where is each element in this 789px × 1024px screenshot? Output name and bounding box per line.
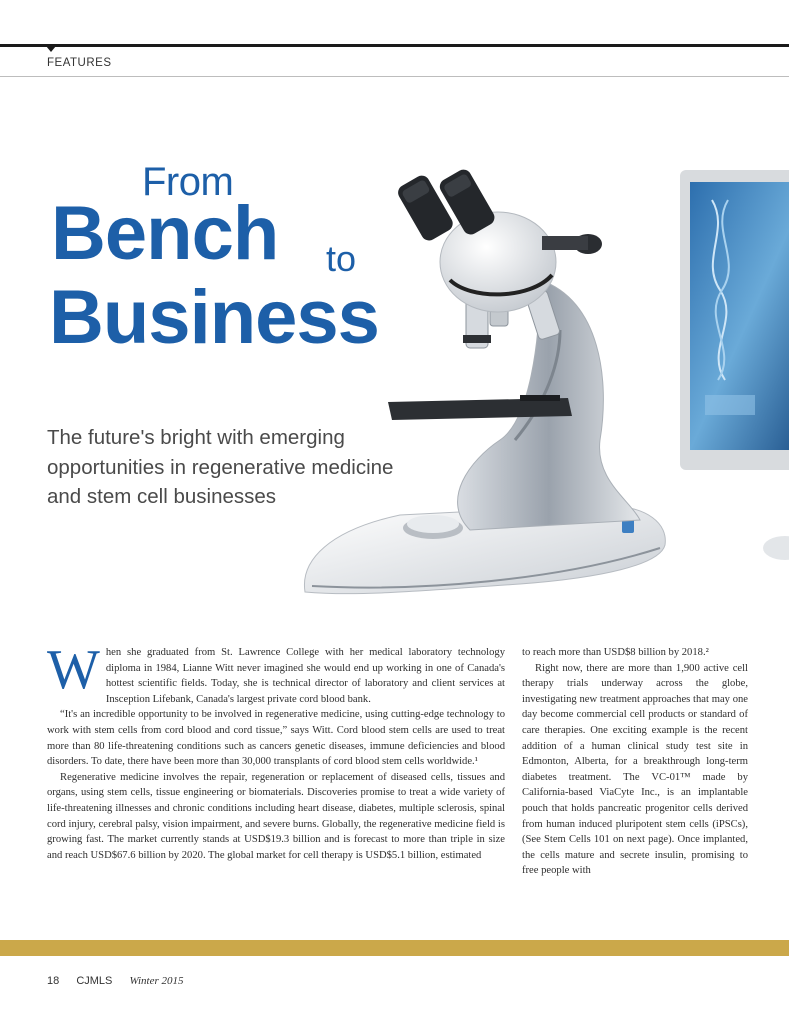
- title-business: Business: [49, 275, 379, 360]
- issue-label: Winter 2015: [129, 975, 184, 987]
- article-paragraph: to reach more than USD$8 billion by 2018.²: [522, 647, 709, 658]
- section-label: FEATURES: [47, 57, 112, 69]
- page-number: 18: [47, 975, 60, 987]
- article-column-left: [47, 639, 505, 863]
- footer: [47, 975, 198, 987]
- article-column-right: [522, 645, 748, 879]
- footer-bar: [0, 940, 789, 956]
- article-paragraph: “It's an incredible opportunity to be involved in regenerative medicine, using cutting-edge technology to work with stem cells from cord blood and cord tissue,” says Witt. Cord blood stem cells are used to treat more than 80 life-threatening conditions such as cancers genetic diseases, immune deficiencies and blood disorders. To date, there have been more than 30,000 transplants of cord blood stem cells worldwide.¹: [47, 709, 505, 768]
- subtitle: The future's bright with emerging opportunities in regenerative medicine and stem cell businesses: [47, 426, 394, 508]
- article-paragraph: Regenerative medicine involves the repair, regeneration or replacement of diseased cells, tissues and organs, using stem cells, tissue engineering or biomaterials. Discoveries promise to treat a wide variety of life-threatening illnesses and chronic conditions including heart disease, diabetes, multiple sclerosis, spinal cord injury, cerebral palsy, vision impairment, and severe burns. Globally, the regenerative medicine field is growing fast. The market currently stands at USD$19.3 billion and is forecast to more than triple in size and reach USD$67.6 billion by 2020. The global market for cell therapy is USD$5.1 billion, estimated: [47, 771, 505, 861]
- article-paragraph: [47, 639, 505, 707]
- top-rule-notch: [46, 46, 56, 52]
- article-paragraph-text: hen she graduated from St. Lawrence College with her medical laboratory technology diploma in 1984, Lianne Witt never imagined she would end up working in one of Canada's hottest scientific fields. Today, she is technical director of laboratory and client services at Insception Lifebank, Canada's largest private cord blood bank.: [105, 647, 505, 705]
- title-to: to: [326, 238, 357, 279]
- title-from: From: [142, 160, 234, 204]
- top-rule: [0, 44, 789, 47]
- article-paragraph: Right now, there are more than 1,900 active cell therapy trials underway across the globe, investigating new treatment approaches that may one day become commercial cell products or standard of care therapies. One exciting example is the recent addition of a human clinical study test site in Edmonton, Alberta, for a breakthrough long-term diabetes treatment. The VC-01™ made by California-based ViaCyte Inc., is an implantable pouch that holds pancreatic progenitor cells derived from human induced pluripotent stem cells (iPSCs), (See Stem Cells 101 on next page). Once implanted, the cells mature and secrete insulin, promising to free people with: [522, 662, 748, 877]
- dropcap: W: [47, 639, 100, 701]
- journal-name: CJMLS: [76, 975, 113, 987]
- title-bench: Bench: [51, 191, 279, 276]
